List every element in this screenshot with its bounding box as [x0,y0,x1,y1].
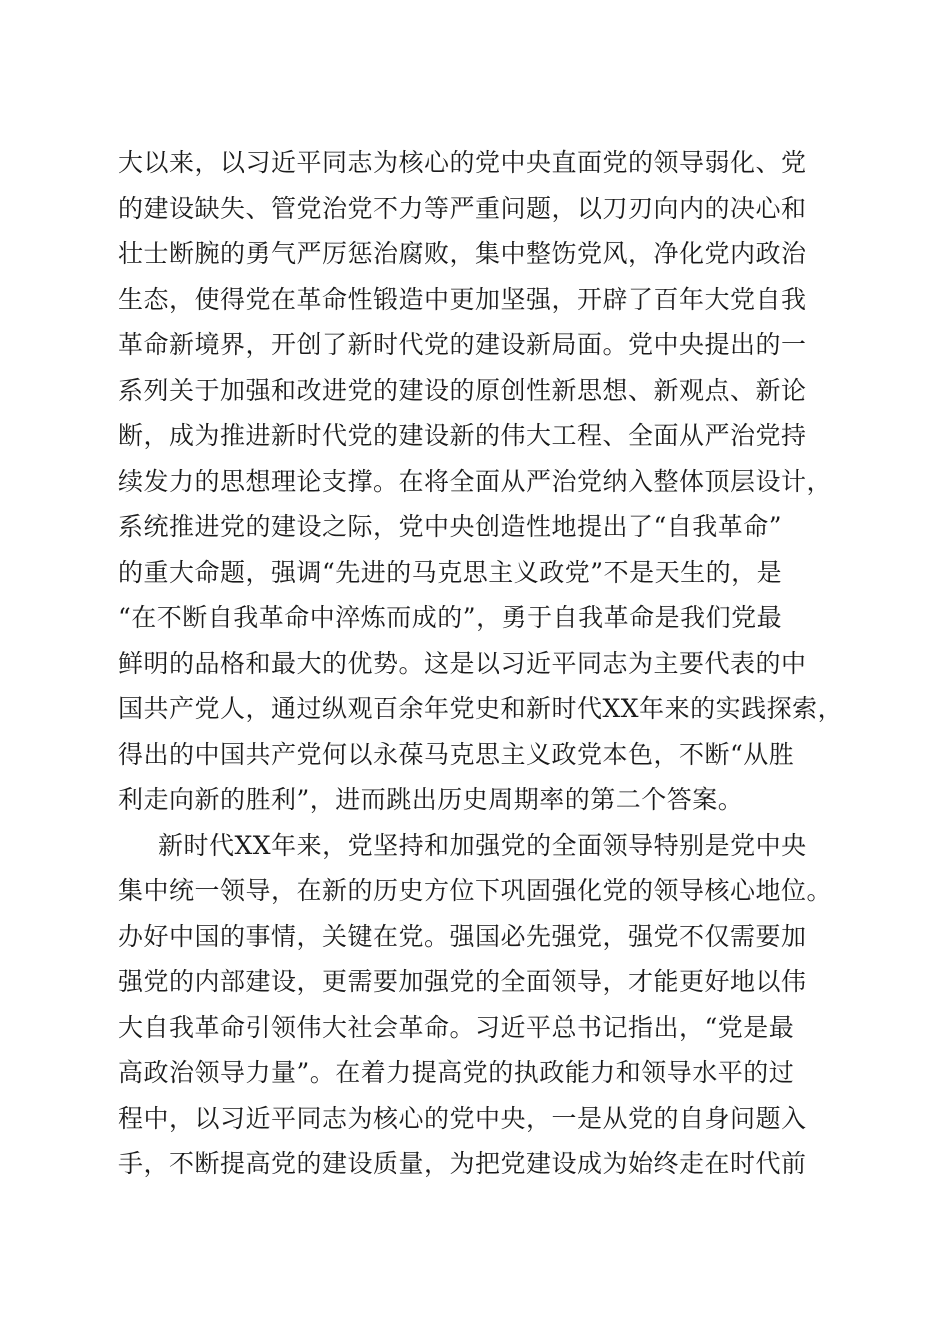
text-line: 的建设缺失、管党治党不力等严重问题，以刀刃向内的决心和 [118,193,807,223]
text-line: 新时代XX年来，党坚持和加强党的全面领导特别是党中央 [158,830,807,860]
text-line: 国共产党人，通过纵观百余年党史和新时代XX年来的实践探索， [118,694,844,723]
text-line: 利走向新的胜利”，进而跳出历史周期率的第二个答案。 [118,785,744,814]
text-line: 得出的中国共产党何以永葆马克思主义政党本色，不断“从胜 [118,739,795,769]
text-line: “在不断自我革命中淬炼而成的”，勇于自我革命是我们党最 [118,603,783,632]
text-line: 断，成为推进新时代党的建设新的伟大工程、全面从严治党持 [118,421,807,450]
text-line: 系统推进党的建设之际，党中央创造性地提出了“自我革命” [118,512,783,541]
text-line: 大以来，以习近平同志为核心的党中央直面党的领导弱化、党 [118,148,807,177]
text-line: 壮士断腕的勇气严厉惩治腐败，集中整饬党风，净化党内政治 [118,239,807,268]
text-line: 鲜明的品格和最大的优势。这是以习近平同志为主要代表的中 [118,648,807,678]
text-line: 系列关于加强和改进党的建设的原创性新思想、新观点、新论 [118,375,807,405]
text-line: 程中，以习近平同志为核心的党中央，一是从党的自身问题入 [118,1103,807,1133]
body-text [118,140,844,1187]
text-line: 的重大命题，强调“先进的马克思主义政党”不是天生的，是 [118,557,783,587]
text-line: 革命新境界，开创了新时代党的建设新局面。党中央提出的一 [118,330,807,359]
text-line: 强党的内部建设，更需要加强党的全面领导，才能更好地以伟 [118,967,807,996]
text-line: 续发力的思想理论支撑。在将全面从严治党纳入整体顶层设计， [118,466,833,496]
paragraph-1 [118,140,844,823]
text-line: 大自我革命引领伟大社会革命。习近平总书记指出，“党是最 [118,1012,795,1042]
text-line: 集中统一领导，在新的历史方位下巩固强化党的领导核心地位。 [118,876,833,905]
text-line: 手，不断提高党的建设质量，为把党建设成为始终走在时代前 [118,1149,807,1178]
text-line: 高政治领导力量”。在着力提高党的执政能力和领导水平的过 [118,1058,795,1087]
paragraph-2 [118,823,838,1187]
text-line: 办好中国的事情，关键在党。强国必先强党，强党不仅需要加 [118,921,807,951]
text-line: 生态，使得党在革命性锻造中更加坚强，开辟了百年大党自我 [118,284,807,314]
